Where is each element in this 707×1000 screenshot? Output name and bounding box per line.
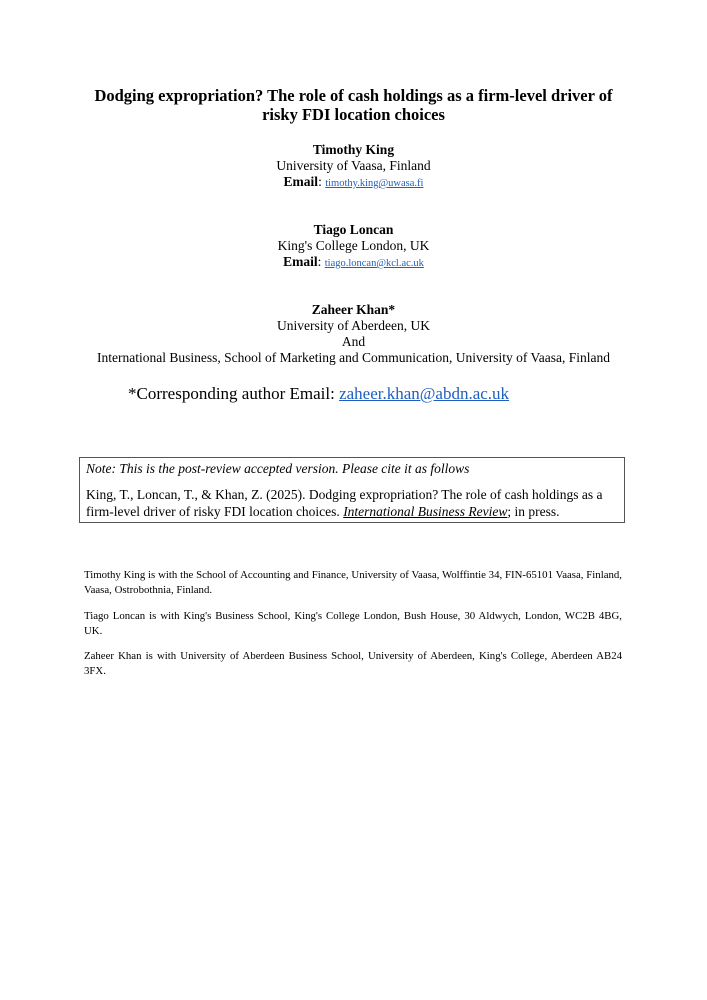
title-line-1: Dodging expropriation? The role of cash holdings as a firm-level driver of [94,86,613,105]
citation-text [86,486,618,520]
note-label-prefix: Note [86,461,112,476]
affiliation-conjunction: And [341,334,366,349]
corresponding-label: *Corresponding author Email: [128,384,340,403]
journal-name: International Business Review [343,504,508,519]
title-line-2: risky FDI location choices [262,105,445,124]
citation-note-box [79,457,625,523]
citation-part-2: ; in press. [507,504,560,519]
author-email-link[interactable]: tiago.loncan@kcl.ac.uk [324,258,424,269]
author-email-line: Email: timothy.king@uwasa.fi [283,174,424,189]
footnote-author-1: Timothy King is with the School of Accounting and Finance, University of Vaasa, Wolffintie 34, FIN-65101 Vaasa, Finland, Vaasa, Ostrobothnia, Finland. [84,569,622,596]
citation-part-1: King, T., Loncan, T., & Khan, Z. (2025). Dodging expropriation? The role of cash holdings as a firm-level driver of risky FDI location choices. [86,487,603,519]
author-affiliation: University of Aberdeen, UK [277,318,430,333]
note-label [86,460,618,480]
corresponding-author [128,384,509,404]
note-label-text: : This is the post-review accepted version. Please cite it as follows [111,461,470,476]
author-email-line: Email: tiago.loncan@kcl.ac.uk [283,254,424,269]
author-affiliation: University of Vaasa, Finland [276,158,431,173]
corresponding-email-link[interactable]: zaheer.khan@abdn.ac.uk [339,384,510,403]
email-label: Email [283,174,319,189]
footnote-author-3: Zaheer Khan is with University of Aberdeen Business School, University of Aberdeen, King's College, Aberdeen AB24 3FX. [84,650,622,677]
paper-title [0,86,707,124]
author-name: Tiago Loncan [313,222,394,237]
email-label: Email [283,254,318,269]
author-affiliation: King's College London, UK [277,238,430,253]
author-affiliation-2: International Business, School of Marketing and Communication, University of Vaasa, Finland [96,350,611,365]
footnote-author-2: Tiago Loncan is with King's Business School, King's College London, Bush House, 30 Aldwych, London, WC2B 4BG, UK. [84,610,622,637]
author-name: Timothy King [312,142,395,157]
author-email-link[interactable]: timothy.king@uwasa.fi [325,178,424,189]
author-name: Zaheer Khan* [311,302,396,317]
